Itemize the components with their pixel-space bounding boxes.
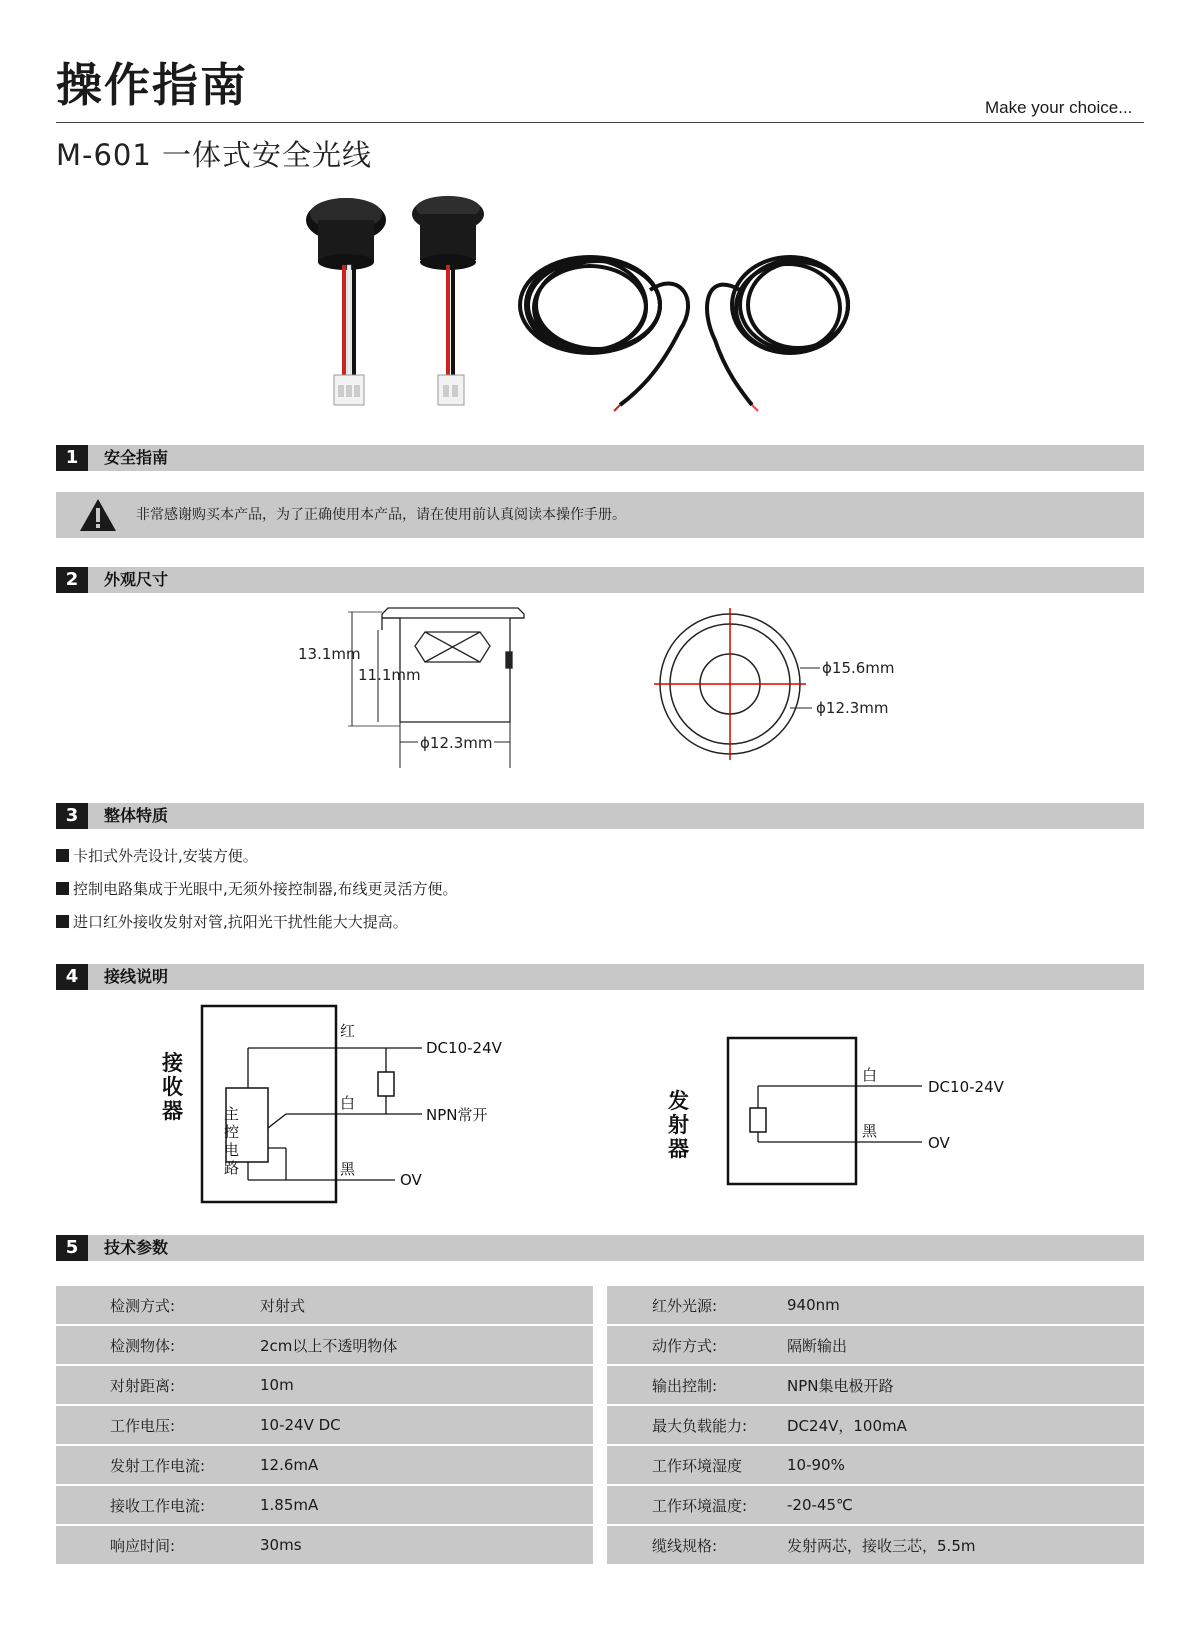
- spec-row: [607, 1445, 1144, 1485]
- section-number: 3: [56, 803, 88, 829]
- cable-coil-right-image: [707, 257, 848, 411]
- spec-label: 对射距离:: [56, 1365, 260, 1405]
- emitter-label: 发射器: [668, 1089, 689, 1161]
- spec-label: 接收工作电流:: [56, 1485, 260, 1525]
- page-title: 操作指南: [56, 58, 248, 112]
- spec-value: 2cm以上不透明物体: [260, 1325, 593, 1365]
- spec-value: 10-24V DC: [260, 1405, 593, 1445]
- wire-red-label: 红: [340, 1022, 356, 1040]
- section-title: 安全指南: [104, 448, 169, 467]
- emitter-diagram: [728, 1038, 922, 1184]
- spec-label: 工作电压:: [56, 1405, 260, 1445]
- section-header-4: [56, 964, 1144, 990]
- spec-label: 检测物体:: [56, 1325, 260, 1365]
- spec-label: 输出控制:: [607, 1365, 787, 1405]
- section-title: 整体特质: [104, 806, 169, 825]
- spec-label: 最大负载能力:: [607, 1405, 787, 1445]
- sensor-emitter-image: [412, 196, 484, 405]
- bullet-square-icon: [56, 915, 69, 928]
- wire-black-label: 黑: [340, 1160, 356, 1178]
- warning-triangle-icon: [78, 497, 118, 533]
- npn-label: NPN常开: [426, 1106, 488, 1124]
- spec-label: 工作环境湿度: [607, 1445, 787, 1485]
- section-header-2: [56, 567, 1144, 593]
- spec-row: [607, 1286, 1144, 1325]
- spec-value: 隔断输出: [787, 1325, 1144, 1365]
- dim-width-body: ϕ12.3mm: [420, 734, 493, 752]
- section-title: 接线说明: [104, 967, 169, 986]
- spec-row: [607, 1525, 1144, 1565]
- spec-value: 发射两芯，接收三芯，5.5m: [787, 1525, 1144, 1565]
- spec-row: [56, 1485, 593, 1525]
- spec-value: 940nm: [787, 1286, 1144, 1325]
- top-view-drawing: [654, 608, 820, 760]
- spec-row: [56, 1445, 593, 1485]
- spec-value: 12.6mA: [260, 1445, 593, 1485]
- dim-height-body: 11.1mm: [358, 666, 421, 684]
- bullet-square-icon: [56, 882, 69, 895]
- spec-value: 10-90%: [787, 1445, 1144, 1485]
- spec-row: [56, 1325, 593, 1365]
- product-photo: [300, 190, 880, 430]
- wiring-diagram: [150, 1000, 1030, 1210]
- emitter-ov-label: OV: [928, 1134, 950, 1152]
- spec-row: [56, 1286, 593, 1325]
- header-divider: [56, 122, 1144, 123]
- spec-table-left: [56, 1286, 593, 1566]
- emitter-black-label: 黑: [862, 1122, 878, 1140]
- spec-label: 缆线规格:: [607, 1525, 787, 1565]
- spec-label: 动作方式:: [607, 1325, 787, 1365]
- section-header-1: [56, 445, 1144, 471]
- spec-row: [56, 1405, 593, 1445]
- spec-value: 30ms: [260, 1525, 593, 1565]
- spec-value: -20-45℃: [787, 1485, 1144, 1525]
- dim-height-total: 13.1mm: [298, 645, 361, 663]
- section-header-3: [56, 803, 1144, 829]
- cable-coil-left-image: [520, 257, 688, 411]
- sensor-receiver-image: [306, 198, 386, 405]
- wire-white-label: 白: [340, 1094, 356, 1112]
- spec-row: [56, 1525, 593, 1565]
- dc-voltage-label: DC10-24V: [426, 1039, 502, 1057]
- spec-value: 1.85mA: [260, 1485, 593, 1525]
- section-header-5: [56, 1235, 1144, 1261]
- feature-item: 卡扣式外壳设计,安装方便。: [56, 846, 258, 866]
- tagline: Make your choice...: [985, 98, 1133, 117]
- dim-outer-diameter: ϕ15.6mm: [822, 659, 895, 677]
- emitter-white-label: 白: [862, 1066, 878, 1084]
- spec-row: [607, 1365, 1144, 1405]
- bullet-square-icon: [56, 849, 69, 862]
- ov-label: OV: [400, 1171, 422, 1189]
- notice-text: 非常感谢购买本产品，为了正确使用本产品，请在使用前认真阅读本操作手册。: [136, 507, 626, 523]
- spec-value: NPN集电极开路: [787, 1365, 1144, 1405]
- spec-row: [607, 1325, 1144, 1365]
- feature-item: 进口红外接收发射对管,抗阳光干扰性能大大提高。: [56, 912, 408, 932]
- section-number: 5: [56, 1235, 88, 1261]
- spec-label: 工作环境温度:: [607, 1485, 787, 1525]
- section-title: 技术参数: [104, 1238, 169, 1257]
- spec-label: 发射工作电流:: [56, 1445, 260, 1485]
- spec-value: DC24V，100mA: [787, 1405, 1144, 1445]
- section-number: 4: [56, 964, 88, 990]
- receiver-label: 接收器: [162, 1051, 183, 1123]
- section-number: 2: [56, 567, 88, 593]
- product-title: M-601 一体式安全光线: [56, 138, 373, 172]
- main-circuit-label: 主控电路: [222, 1106, 240, 1175]
- spec-label: 检测方式:: [56, 1286, 260, 1325]
- spec-table-right: [607, 1286, 1144, 1566]
- section-number: 1: [56, 445, 88, 471]
- dim-inner-diameter: ϕ12.3mm: [816, 699, 889, 717]
- safety-notice: [56, 492, 1144, 538]
- spec-row: [607, 1405, 1144, 1445]
- feature-item: 控制电路集成于光眼中,无须外接控制器,布线更灵活方便。: [56, 879, 458, 899]
- dimension-drawing: [290, 600, 930, 780]
- spec-row: [607, 1485, 1144, 1525]
- spec-label: 红外光源:: [607, 1286, 787, 1325]
- spec-value: 10m: [260, 1365, 593, 1405]
- spec-label: 响应时间:: [56, 1525, 260, 1565]
- section-title: 外观尺寸: [104, 570, 169, 589]
- emitter-dc-label: DC10-24V: [928, 1078, 1004, 1096]
- spec-row: [56, 1365, 593, 1405]
- spec-value: 对射式: [260, 1286, 593, 1325]
